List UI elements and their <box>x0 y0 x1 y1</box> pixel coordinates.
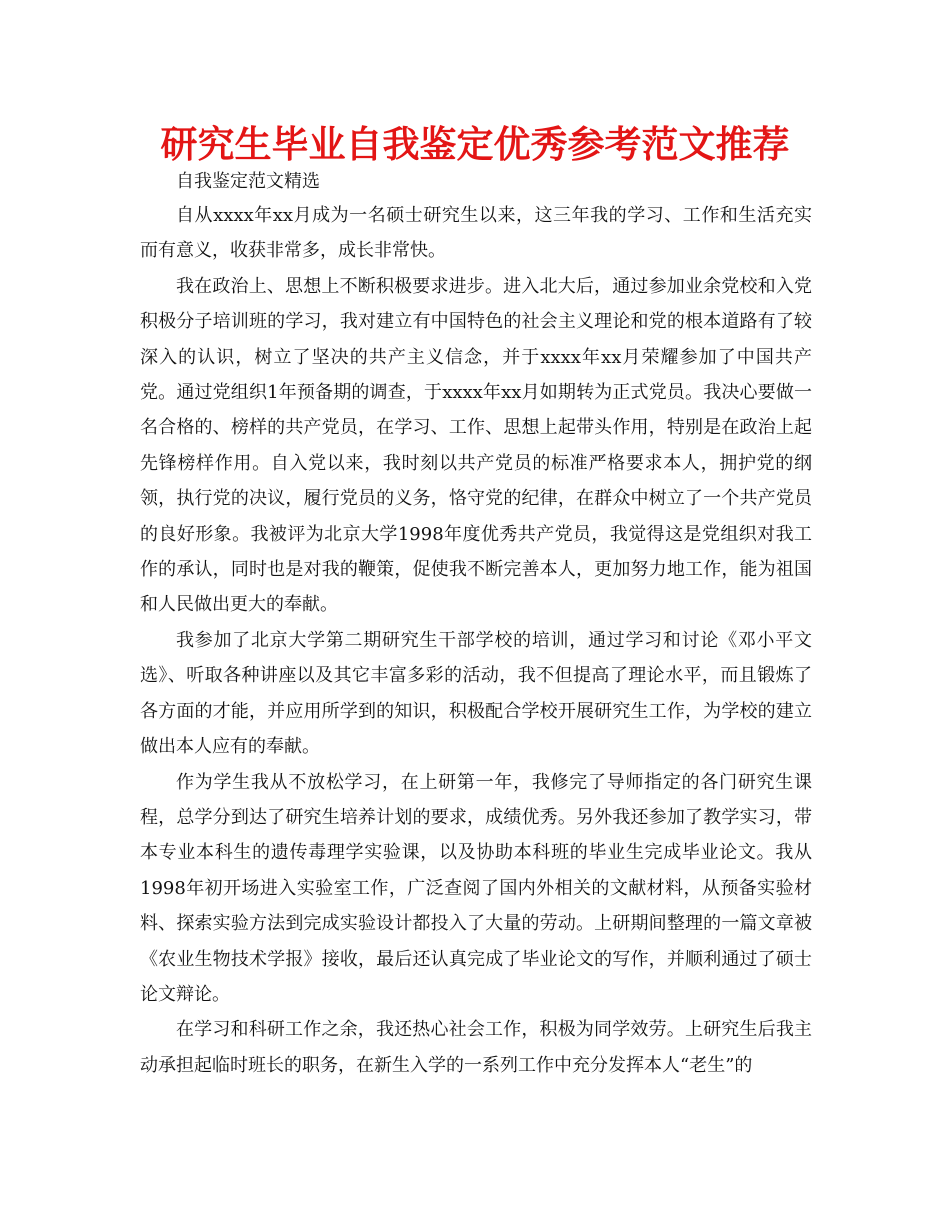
paragraph: 在学习和科研工作之余，我还热心社会工作，积极为同学效劳。上研究生后我主动承担起临时班长的职务，在新生入学的一系列工作中充分发挥本人“老生”的 <box>140 1019 812 1076</box>
paragraph: 自从xxxx年xx月成为一名硕士研究生以来，这三年我的学习、工作和生活充实而有意义，收获非常多，成长非常快。 <box>140 205 812 262</box>
document-body <box>140 198 812 1083</box>
document-subtitle: 自我鉴定范文精选 <box>176 171 320 192</box>
paragraph: 我在政治上、思想上不断积极要求进步。进入北大后，通过参加业余党校和入党积极分子培训班的学习，我对建立有中国特色的社会主义理论和党的根本道路有了较深入的认识，树立了坚决的共产主义信念，并于xxxx年xx月荣耀参加了中国共产党。通过党组织1年预备期的调查，于xxxx年xx月如期转为正式党员。我决心要做一名合格的、榜样的共产党员，在学习、工作、思想上起带头作用，特别是在政治上起先锋榜样作用。自入党以来，我时刻以共产党员的标准严格要求本人，拥护党的纲领，执行党的决议，履行党员的义务，恪守党的纪律，在群众中树立了一个共产党员的良好形象。我被评为北京大学1998年度优秀共产党员，我觉得这是党组织对我工作的承认，同时也是对我的鞭策，促使我不断完善本人，更加努力地工作，能为祖国和人民做出更大的奉献。 <box>140 275 812 616</box>
document-title: 研究生毕业自我鉴定优秀参考范文推荐 <box>160 123 790 166</box>
paragraph: 作为学生我从不放松学习，在上研第一年，我修完了导师指定的各门研究生课程，总学分到达了研究生培养计划的要求，成绩优秀。另外我还参加了教学实习，带本专业本科生的遗传毒理学实验课，以及协助本科班的毕业生完成毕业论文。我从1998年初开场进入实验室工作，广泛查阅了国内外相关的文献材料，从预备实验材料、探索实验方法到完成实验设计都投入了大量的劳动。上研期间整理的一篇文章被《农业生物技术学报》接收，最后还认真完成了毕业论文的写作，并顺利通过了硕士论文辩论。 <box>140 771 812 1005</box>
paragraph: 我参加了北京大学第二期研究生干部学校的培训，通过学习和讨论《邓小平文选》、听取各种讲座以及其它丰富多彩的活动，我不但提高了理论水平，而且锻炼了各方面的才能，并应用所学到的知识，积极配合学校开展研究生工作，为学校的建立做出本人应有的奉献。 <box>140 629 812 758</box>
